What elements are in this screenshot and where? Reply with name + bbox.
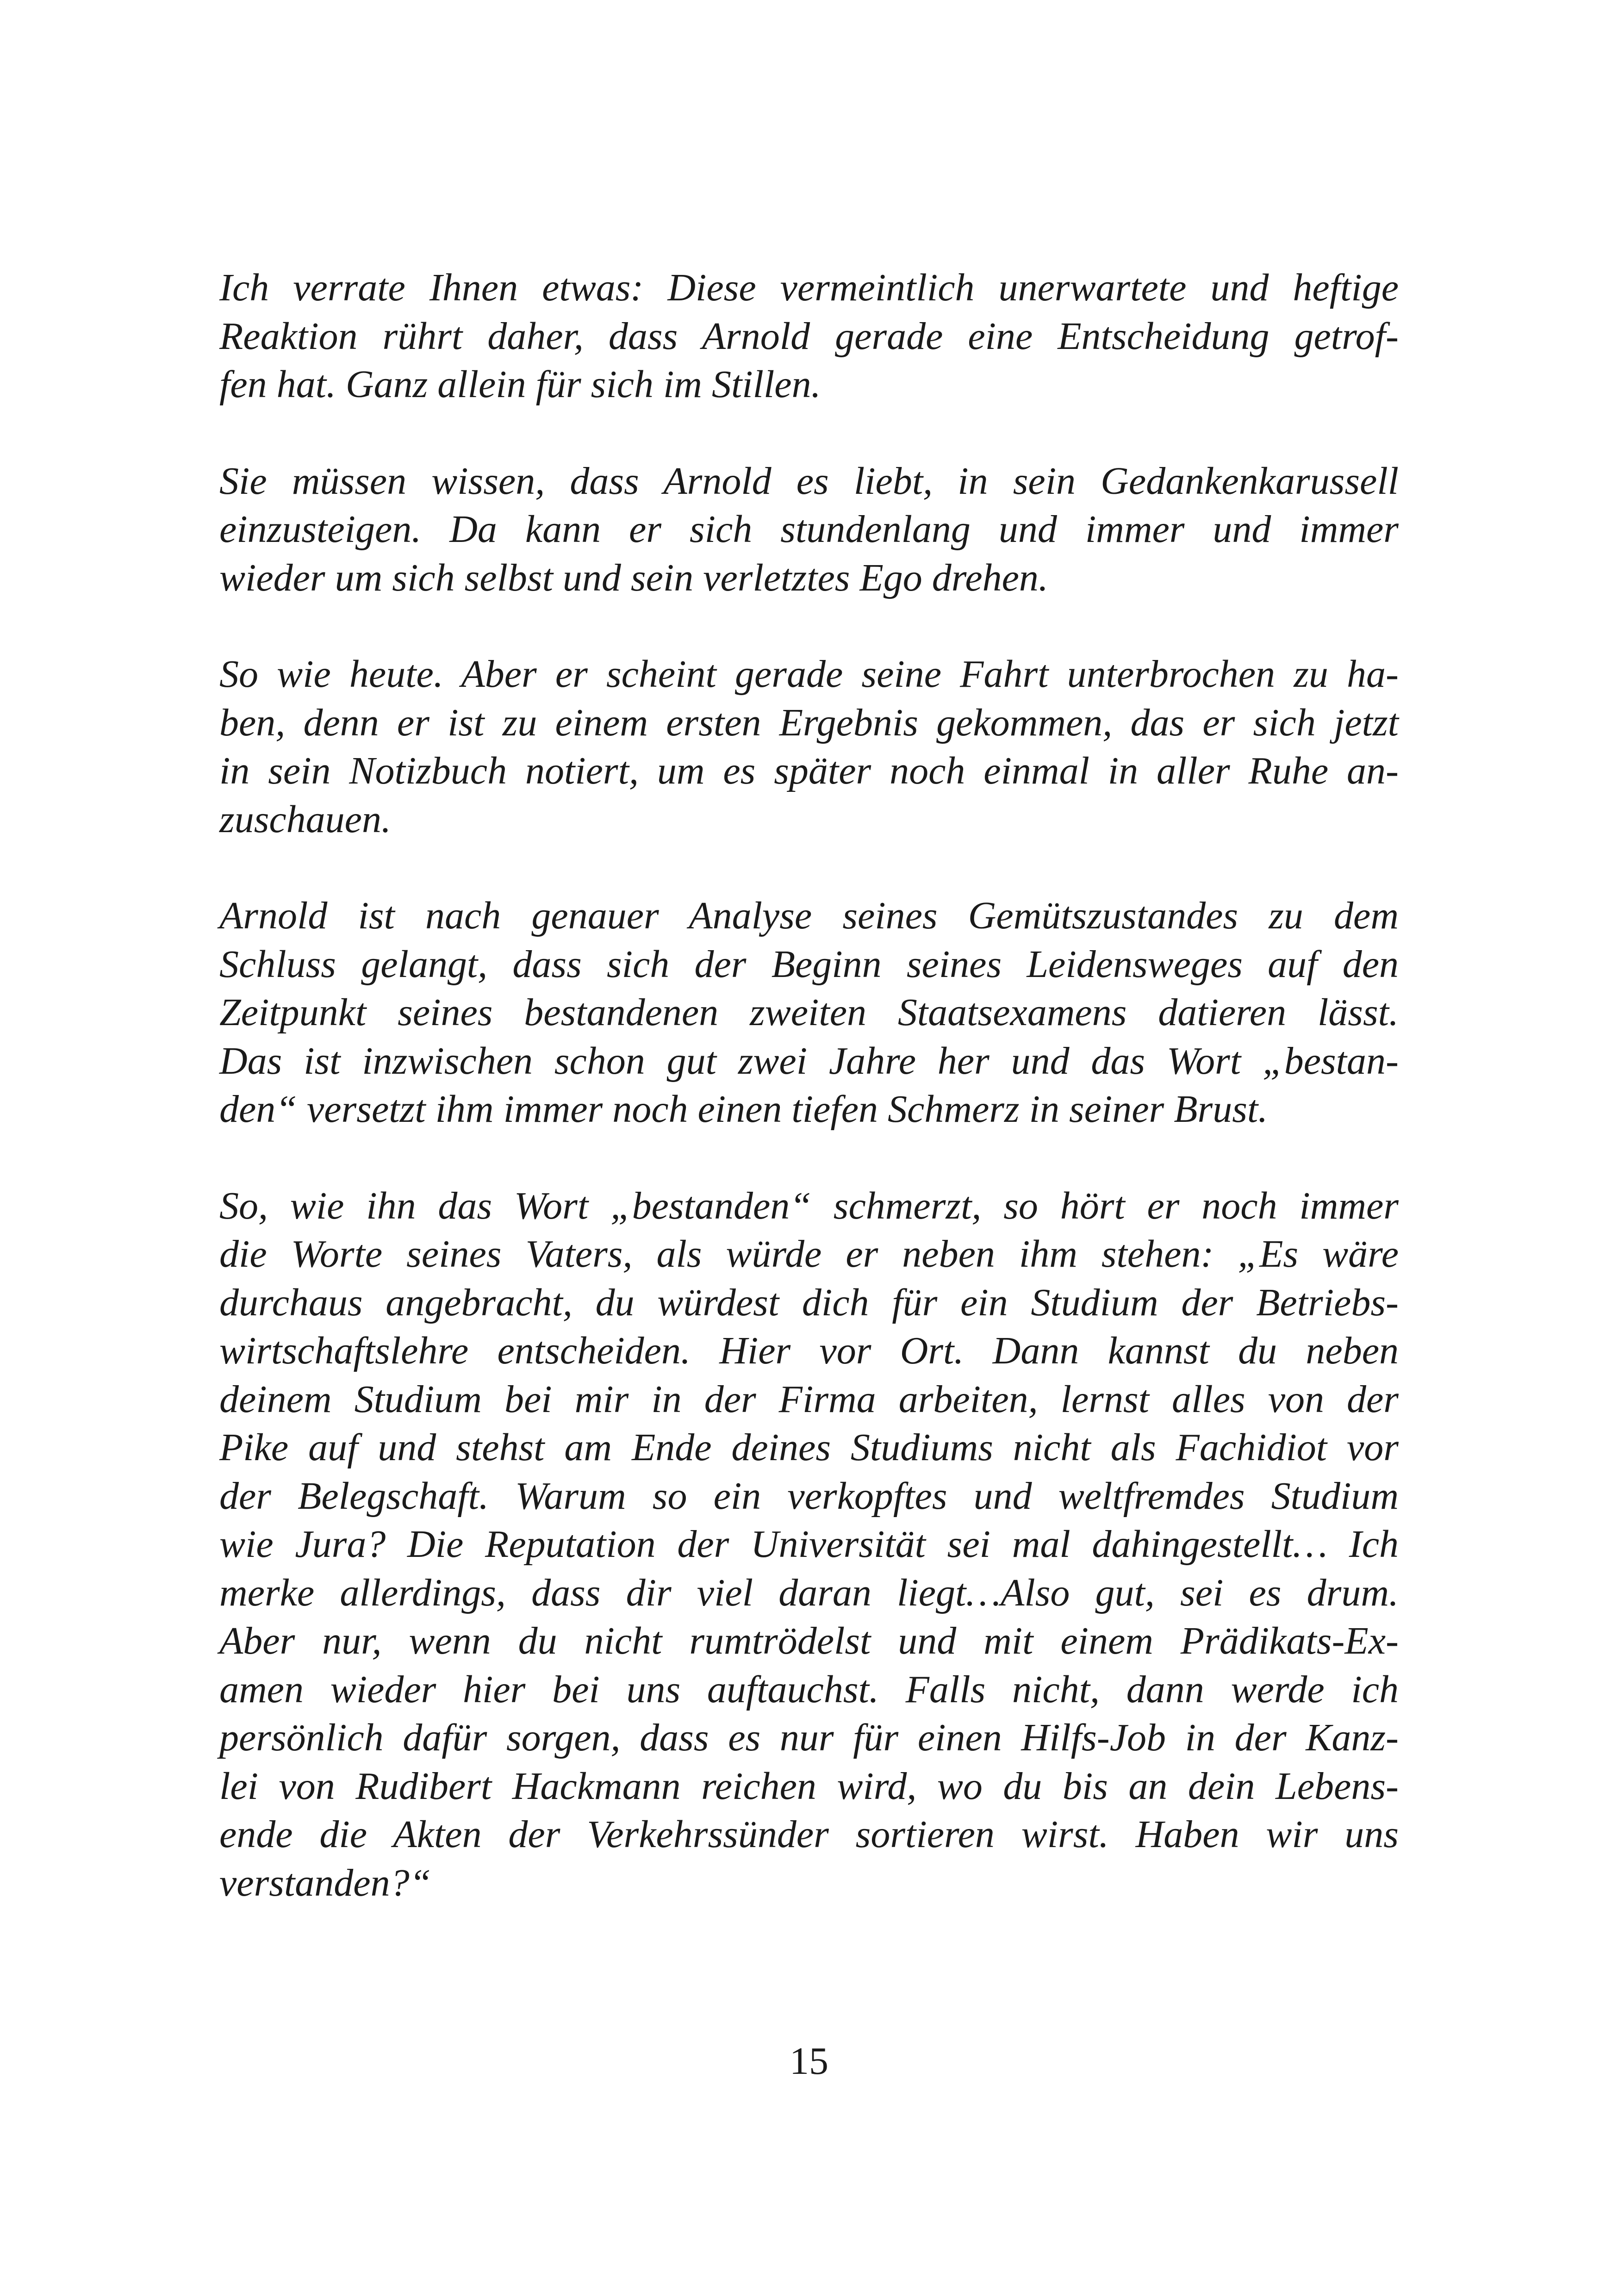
text-line: persönlich dafür sorgen, dass es nur für einen Hilfs-Job in der Kanz- (219, 1716, 1399, 1759)
text-line: Sie müssen wissen, dass Arnold es liebt, in sein Gedankenkarussell (219, 459, 1399, 503)
text-line: wirtschaftslehre entscheiden. Hier vor Ort. Dann kannst du neben (219, 1329, 1399, 1372)
text-line: Arnold ist nach genauer Analyse seines Gemütszustandes zu dem (219, 894, 1399, 937)
text-line: Das ist inzwischen schon gut zwei Jahre her und das Wort „bestan- (219, 1039, 1399, 1083)
text-line: durchaus angebracht, du würdest dich für ein Studium der Betriebs- (219, 1281, 1399, 1324)
text-line: So wie heute. Aber er scheint gerade seine Fahrt unterbrochen zu ha- (219, 653, 1399, 696)
text-line: amen wieder hier bei uns auftauchst. Falls nicht, dann werde ich (219, 1668, 1399, 1711)
text-line: Aber nur, wenn du nicht rumtrödelst und mit einem Prädikats-Ex- (219, 1619, 1399, 1662)
paragraph (219, 650, 1399, 844)
paragraph (219, 264, 1399, 409)
text-line: die Worte seines Vaters, als würde er neben ihm stehen: „Es wäre (219, 1232, 1399, 1276)
text-line: in sein Notizbuch notiert, um es später noch einmal in aller Ruhe an- (219, 749, 1399, 792)
text-line: zuschauen. (219, 797, 391, 841)
text-line: verstanden?“ (219, 1861, 431, 1904)
text-line: wieder um sich selbst und sein verletztes Ego drehen. (219, 556, 1048, 599)
text-line: der Belegschaft. Warum so ein verkopftes und weltfremdes Studium (219, 1474, 1399, 1518)
text-line: So, wie ihn das Wort „bestanden“ schmerzt, so hört er noch immer (219, 1184, 1399, 1227)
text-line: wie Jura? Die Reputation der Universität sei mal dahingestellt… Ich (219, 1523, 1399, 1566)
text-line: deinem Studium bei mir in der Firma arbeiten, lernst alles von der (219, 1377, 1399, 1421)
text-line: Ich verrate Ihnen etwas: Diese vermeintlich unerwartete und heftige (219, 266, 1399, 309)
paragraph (219, 892, 1399, 1134)
text-line: Schluss gelangt, dass sich der Beginn seines Leidensweges auf den (219, 942, 1399, 986)
page-number: 15 (790, 2040, 828, 2083)
text-line: Reaktion rührt daher, dass Arnold gerade eine Entscheidung getrof- (219, 314, 1399, 358)
text-line: fen hat. Ganz allein für sich im Stillen. (219, 363, 821, 406)
text-line: merke allerdings, dass dir viel daran liegt…Also gut, sei es drum. (219, 1571, 1399, 1614)
body-text (219, 264, 1399, 1955)
paragraph (219, 1182, 1399, 1908)
text-line: Zeitpunkt seines bestandenen zweiten Staatsexamens datieren lässt. (219, 991, 1399, 1034)
paragraph (219, 457, 1399, 603)
text-line: ben, denn er ist zu einem ersten Ergebnis gekommen, das er sich jetzt (219, 701, 1399, 744)
text-line: den“ versetzt ihm immer noch einen tiefen Schmerz in seiner Brust. (219, 1088, 1268, 1131)
text-line: ende die Akten der Verkehrssünder sortieren wirst. Haben wir uns (219, 1813, 1399, 1856)
text-line: lei von Rudibert Hackmann reichen wird, wo du bis an dein Lebens- (219, 1764, 1399, 1808)
text-line: Pike auf und stehst am Ende deines Studiums nicht als Fachidiot vor (219, 1426, 1399, 1469)
text-line: einzusteigen. Da kann er sich stundenlang und immer und immer (219, 508, 1399, 551)
